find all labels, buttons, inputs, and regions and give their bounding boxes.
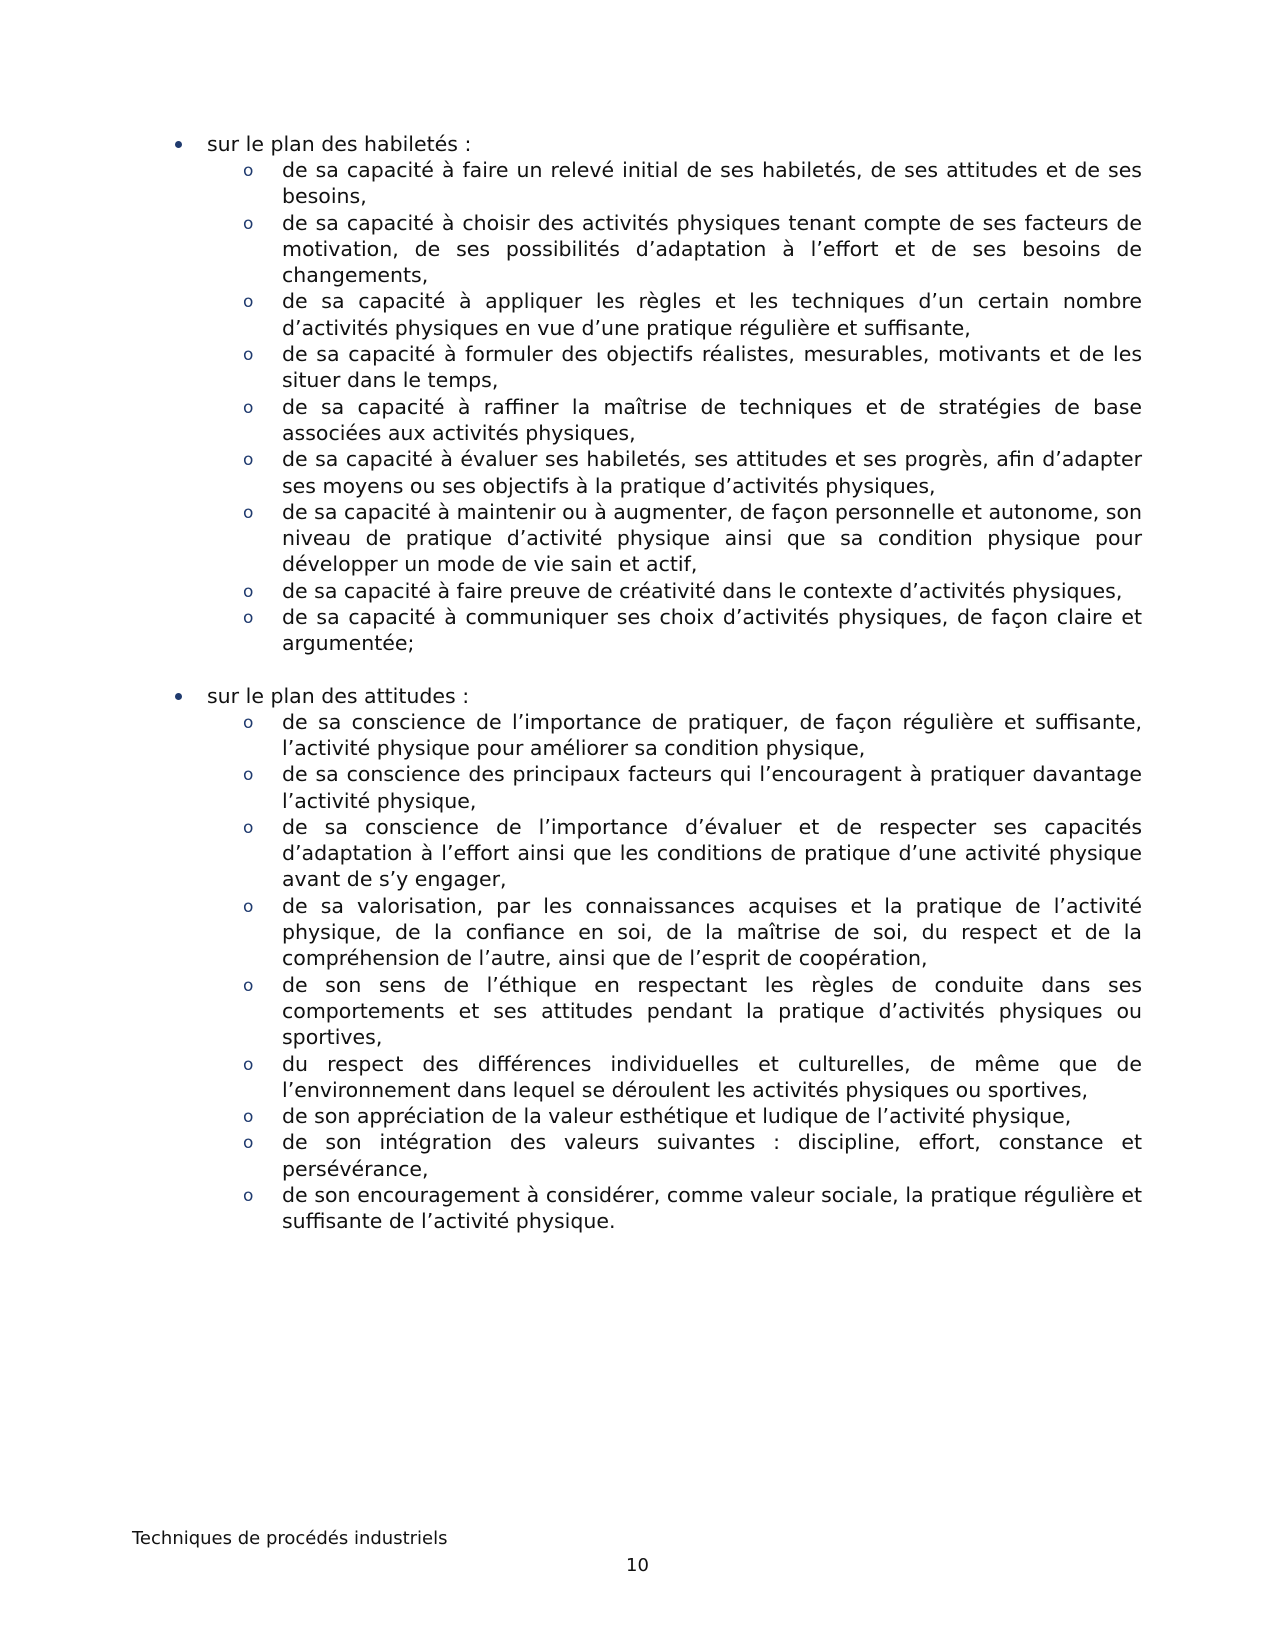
list-item: o de sa capacité à formuler des objectifs réalistes, mesurables, motivants et de les situer dans le temps, xyxy=(243,342,1142,393)
list-item: o de son appréciation de la valeur esthétique et ludique de l’activité physique, xyxy=(243,1104,1072,1129)
list-item: o de sa capacité à évaluer ses habiletés, ses attitudes et ses progrès, afin d’adapter ses moyens ou ses objectifs à la pratique d’activités physiques, xyxy=(243,447,1142,498)
footer-program-title: Techniques de procédés industriels xyxy=(132,1528,448,1549)
section-habiletes xyxy=(0,131,1275,657)
list-item: o de sa capacité à choisir des activités physiques tenant compte de ses facteurs de motivation, de ses possibilités d’adaptation à l’effort et de ses besoins de changements, xyxy=(243,210,1142,288)
hollow-circle-bullet-icon: o xyxy=(243,161,254,181)
list-item: o de sa capacité à faire preuve de créativité dans le contexte d’activités physiques, xyxy=(243,578,1123,603)
hollow-circle-bullet-icon: o xyxy=(243,292,254,313)
section-heading xyxy=(207,683,1275,709)
hollow-circle-bullet-icon: o xyxy=(243,1133,254,1154)
hollow-circle-bullet-icon: o xyxy=(243,397,254,418)
list-item: o de son encouragement à considérer, comme valeur sociale, la pratique régulière et suffisante de l’activité physique. xyxy=(243,1182,1142,1234)
list-item: o de sa conscience de l’importance de pratiquer, de façon régulière et suffisante, l’activité physique pour améliorer sa condition physique, xyxy=(243,709,1142,760)
list-item: o de son sens de l’éthique en respectant les règles de conduite dans ses comportements et ses attitudes pendant la pratique d’activités physiques ou sportives, xyxy=(243,972,1142,1050)
hollow-circle-bullet-icon: o xyxy=(243,502,254,523)
list-item: o de sa conscience de l’importance d’évaluer et de respecter ses capacités d’adaptation à l’effort ainsi que les conditions de pratique d’une activité physique avant de s’y engager, xyxy=(243,814,1142,892)
list-item: o de sa conscience des principaux facteurs qui l’encouragent à pratiquer davantage l’activité physique, xyxy=(243,762,1142,813)
section-attitudes xyxy=(0,683,1275,1235)
hollow-circle-bullet-icon: o xyxy=(243,896,254,917)
section-heading-text: sur le plan des attitudes : xyxy=(207,683,470,708)
page-number: 10 xyxy=(626,1555,649,1576)
list-item: o de sa capacité à appliquer les règles et les techniques d’un certain nombre d’activités physiques en vue d’une pratique régulière et suffisante, xyxy=(243,289,1142,340)
hollow-circle-bullet-icon: o xyxy=(243,1185,254,1206)
list-item: o de sa valorisation, par les connaissances acquises et la pratique de l’activité physique, de la confiance en soi, de la maîtrise de soi, du respect et de la compréhension de l’autre, ainsi que de l’esprit de coopération, xyxy=(243,893,1142,971)
list-item: o de sa capacité à faire un relevé initial de ses habiletés, de ses attitudes et de ses besoins, xyxy=(243,158,1142,209)
list-item: o de son intégration des valeurs suivantes : discipline, effort, constance et persévérance, xyxy=(243,1130,1142,1181)
hollow-circle-bullet-icon: o xyxy=(243,581,254,602)
hollow-circle-bullet-icon: o xyxy=(243,213,254,234)
section-heading-text: sur le plan des habiletés : xyxy=(207,132,472,156)
hollow-circle-bullet-icon: o xyxy=(243,450,254,471)
page-content xyxy=(0,131,1275,1235)
hollow-circle-bullet-icon: o xyxy=(243,608,254,629)
sub-list xyxy=(0,157,1275,657)
hollow-circle-bullet-icon: o xyxy=(243,765,254,786)
hollow-circle-bullet-icon: o xyxy=(243,1054,254,1075)
sub-list xyxy=(0,709,1275,1235)
hollow-circle-bullet-icon: o xyxy=(243,975,254,996)
hollow-circle-bullet-icon: o xyxy=(243,345,254,366)
hollow-circle-bullet-icon: o xyxy=(243,712,254,733)
list-item: o de sa capacité à raffiner la maîtrise de techniques et de stratégies de base associées aux activités physiques, xyxy=(243,394,1142,445)
bullet-dot-icon xyxy=(175,693,182,700)
list-item: o du respect des différences individuelles et culturelles, de même que de l’environnement dans lequel se déroulent les activités physiques ou sportives, xyxy=(243,1051,1142,1102)
hollow-circle-bullet-icon: o xyxy=(243,817,254,838)
hollow-circle-bullet-icon: o xyxy=(243,1107,254,1128)
bullet-dot-icon xyxy=(175,141,182,148)
list-item: o de sa capacité à communiquer ses choix d’activités physiques, de façon claire et argumentée; xyxy=(243,605,1142,656)
section-heading xyxy=(207,131,1275,157)
list-item: o de sa capacité à maintenir ou à augmenter, de façon personnelle et autonome, son niveau de pratique d’activité physique ainsi que sa condition physique pour développer un mode de vie sain et actif, xyxy=(243,499,1142,577)
